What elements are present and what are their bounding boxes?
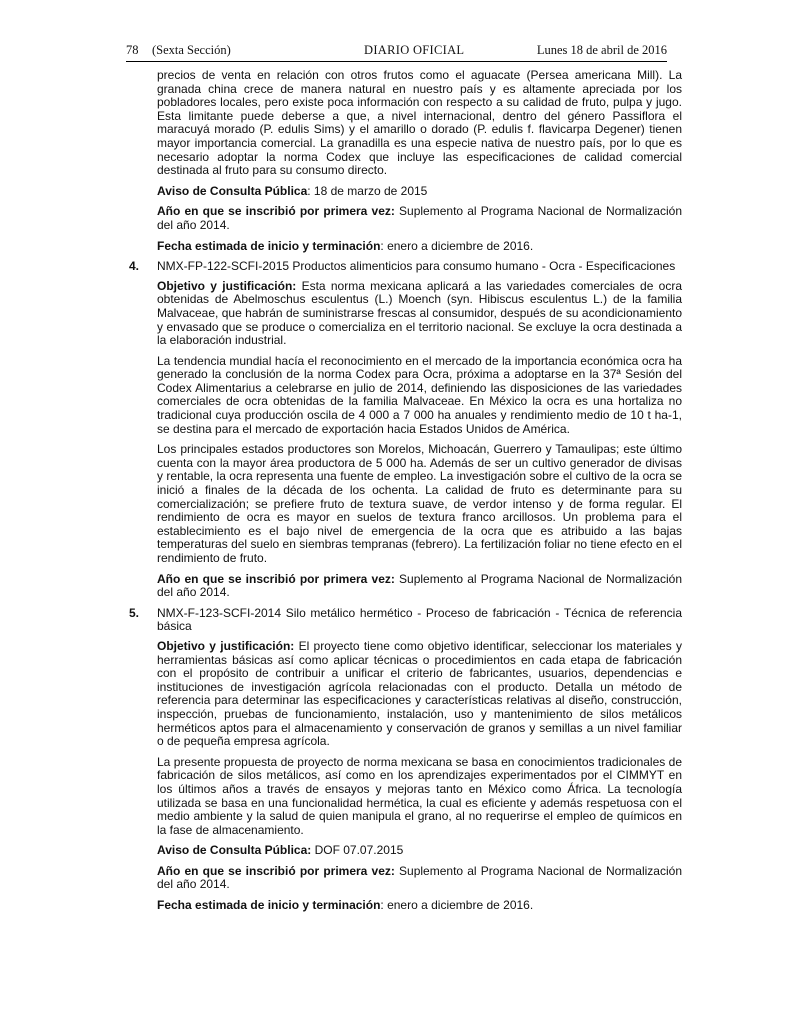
item-5-aviso-value: DOF 07.07.2015: [311, 843, 404, 858]
section-label: (Sexta Sección): [152, 43, 231, 57]
item-4-paragraph-3: Los principales estados productores son Morelos, Michoacán, Guerrero y Tamaulipas; este último cuenta con la mayor área productora de 5 000 ha. Además de ser un cultivo generador de divisas y rentable, la ocra representa una fuente de empleo. La investigación sobre el cultivo de la ocra se inició a finales de la década de los ochenta. La calidad de fruto es determinante para su comercialización; se prefiere fruto de textura suave, de verdor intenso y de forma regular. El rendimiento de ocra es mayor en suelos de textura franco arcillosos. Un problema para el establecimiento es el bajo nivel de emergencia de la ocra que es atribuido a las bajas temperaturas del suelo en siembras tempranas (febrero). La fertilización foliar no tiene efecto en el rendimiento de fruto.: [157, 442, 682, 565]
intro-fecha: [157, 240, 682, 254]
item-5-fecha-label: Fecha estimada de inicio y terminación: [157, 898, 381, 913]
item-5-body: [157, 640, 682, 913]
intro-anio-label: Año en que se inscribió por primera vez:: [157, 204, 395, 219]
item-5-heading: [126, 607, 682, 634]
page-number: 78: [126, 43, 139, 57]
item-5-aviso-label: Aviso de Consulta Pública:: [157, 843, 312, 858]
item-5-objetivo: [157, 640, 682, 749]
item-4-number: 4.: [129, 259, 140, 274]
intro-aviso-label: Aviso de Consulta Pública: [157, 183, 308, 198]
item-5-number: 5.: [129, 605, 140, 620]
item-5-paragraph-2: La presente propuesta de proyecto de norma mexicana se basa en conocimientos tradicionales de fabricación de silos metálicos, así como en los aprendizajes experimentados por el CIMMYT en los últimos años a través de ensayos y mejoras tanto en México como África. La tecnología utilizada se basa en una funcionalidad hermética, la cual es eficiente y además respetuosa con el medio ambiente y la salud de quien manipula el grano, al no requerirse el empleo de químicos en la fase de almacenamiento.: [157, 754, 682, 837]
item-5-aviso: [157, 844, 682, 858]
intro-anio-value: Suplemento al Programa Nacional de Normalización del año 2014.: [157, 204, 682, 232]
intro-paragraph: precios de venta en relación con otros frutos como el aguacate (Persea americana Mill). La granada china crece de manera natural en nuestro país y es altamente apreciada por los pobladores locales, pero existe poca información con respecto a su calidad de fruto, pulpa y jugo. Esta limitante puede deberse a que, a nivel internacional, dentro del género Passiflora el maracuyá morado (P. edulis Sims) y el amarillo o dorado (P. edulis f. flavicarpa Degener) tienen mayor importancia comercial. La granadilla es una especie nativa de nuestro país, por lo que es necesario adoptar la norma Codex que incluye las especificaciones de calidad comercial destinada al fruto para su consumo directo.: [157, 68, 682, 178]
publication-title: DIARIO OFICIAL: [364, 43, 465, 57]
publication-date: Lunes 18 de abril de 2016: [536, 43, 667, 57]
intro-fecha-value: : enero a diciembre de 2016.: [380, 238, 534, 253]
item-4-heading: [126, 260, 682, 274]
item-5-objetivo-label: Objetivo y justificación:: [157, 638, 295, 653]
intro-aviso-value: : 18 de marzo de 2015: [307, 183, 428, 198]
item-5-fecha: [157, 899, 682, 913]
intro-block: [157, 69, 682, 253]
item-4-objetivo-text: Esta norma mexicana aplicará a las variedades comerciales de ocra obtenidas de Abelmoschus esculentus (L.) Moench (syn. Hibiscus esculentus L.) de la familia Malvaceae, que habrán de suministrarse frescas al consumidor, después de su acondicionamiento y envasado que se produce o comercializa en el territorio nacional. Se excluye la ocra destinada a la elaboración industrial.: [157, 278, 683, 348]
intro-fecha-label: Fecha estimada de inicio y terminación: [157, 238, 381, 253]
item-4-objetivo: [157, 280, 682, 348]
intro-anio: [157, 205, 682, 232]
item-5-anio-value: Suplemento al Programa Nacional de Normalización del año 2014.: [157, 863, 682, 892]
item-4-anio: [157, 573, 682, 600]
item-5-objetivo-text: El proyecto tiene como objetivo identificar, seleccionar los materiales y herramientas básicas así como aplicar técnicas o procedimientos en cada etapa de fabricación con el propósito de contribuir a unificar el criterio de fabricantes, usuarios, dependencias e instituciones de investigación agrícola relacionadas con el producto. Detalla un método de referencia para determinar las especificaciones y características relativas al diseño, construcción, inspección, pruebas de funcionamiento, instalación, uso y mantenimiento de silos metálicos herméticos aptos para el almacenamiento y conservación de granos y semillas a un nivel familiar o de pequeña empresa agrícola.: [157, 638, 683, 749]
item-5-title: NMX-F-123-SCFI-2014 Silo metálico hermético - Proceso de fabricación - Técnica de referencia básica: [157, 605, 682, 634]
item-4-title: NMX-FP-122-SCFI-2015 Productos alimenticios para consumo humano - Ocra - Especificaciones: [157, 259, 676, 274]
item-5-anio-label: Año en que se inscribió por primera vez:: [157, 863, 395, 878]
document-body: [126, 69, 682, 920]
item-4-body: [157, 280, 682, 600]
item-5-anio: [157, 865, 682, 892]
item-4-paragraph-2: La tendencia mundial hacía el reconocimiento en el mercado de la importancia económica ocra ha generado la conclusión de la norma Codex para Ocra, próxima a adoptarse en la 37ª Sesión del Codex Alimentarius a celebrarse en julio de 2014, definiendo las disposiciones de las variedades comerciales de ocra obtenidas de la familia Malvaceae. En México la ocra es una hortaliza no tradicional cuya producción oscila de 4 000 a 7 000 ha anuales y rendimiento medio de 10 t ha-1, se destina para el mercado de exportación hacia Estados Unidos de América.: [157, 353, 682, 436]
intro-aviso: [157, 185, 682, 199]
item-5-fecha-value: : enero a diciembre de 2016.: [380, 898, 534, 913]
item-4-anio-value: Suplemento al Programa Nacional de Normalización del año 2014.: [157, 571, 682, 600]
page-header: [126, 41, 667, 62]
item-4-objetivo-label: Objetivo y justificación:: [157, 278, 297, 293]
item-4-anio-label: Año en que se inscribió por primera vez:: [157, 571, 395, 586]
